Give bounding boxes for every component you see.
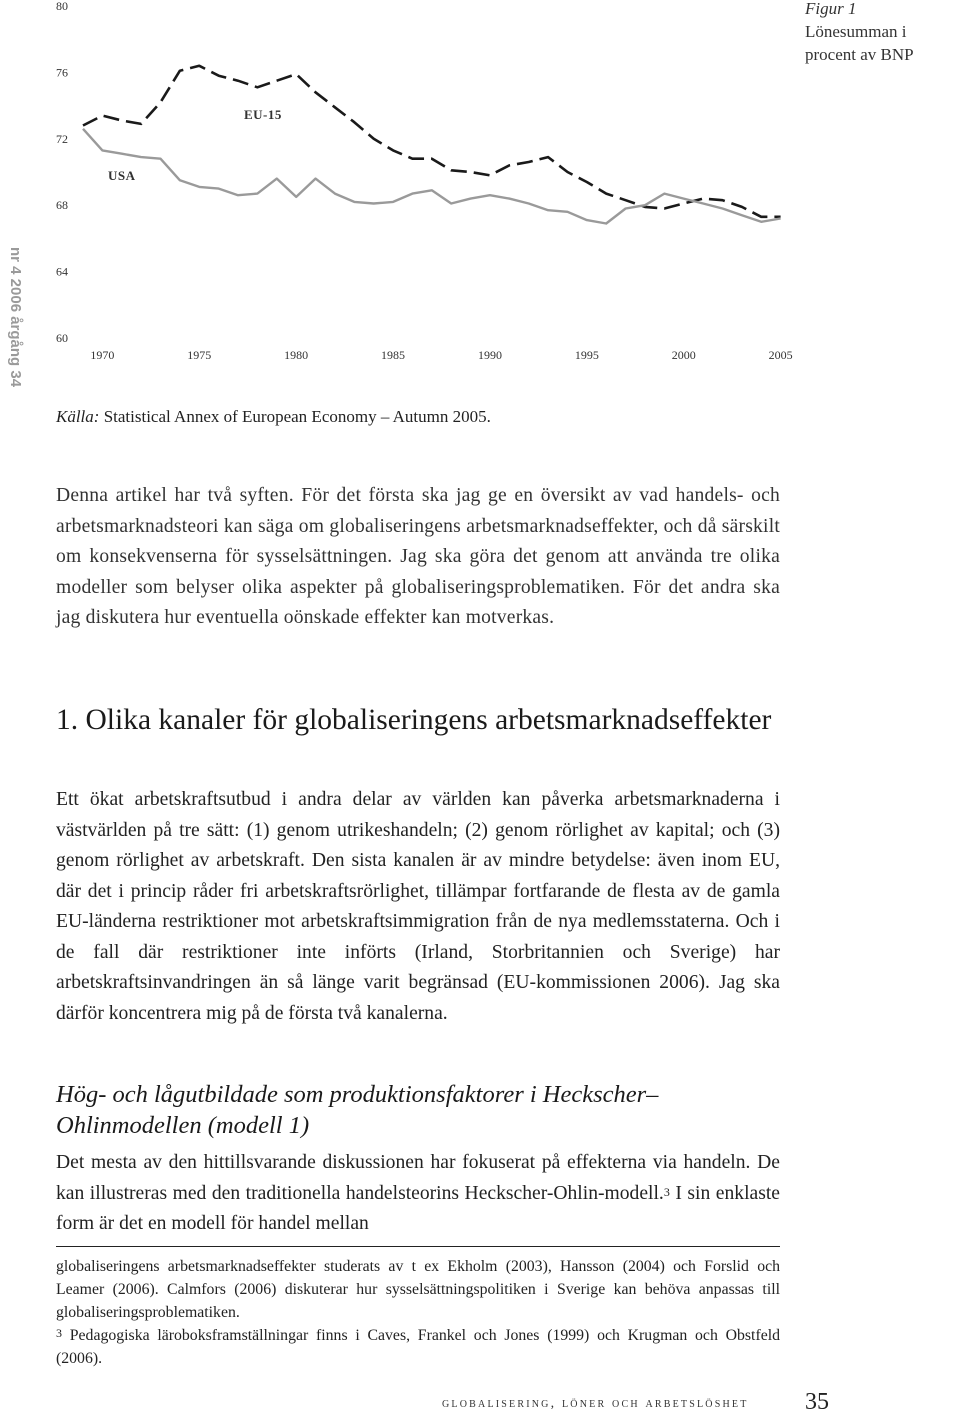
footnote-3	[56, 1324, 780, 1370]
intro-paragraph: Denna artikel har två syften. För det första ska jag ge en översikt av vad handels- och arbetsmarknadsteori kan säga om globaliseringens arbetsmarknadseffekter, och då särskilt om konsekvenserna för sysselsättningen. Jag ska göra det genom att använda tre olika modeller som belyser olika aspekter på globaliseringsproblematiken. För det andra ska jag diskutera hur eventuella oönskade effekter kan motverkas.	[56, 485, 780, 628]
y-tick-label: 64	[56, 264, 68, 279]
x-tick-label: 1975	[187, 348, 212, 362]
figure-caption	[805, 0, 955, 66]
series-line-eu15	[83, 66, 781, 217]
section-2-text-before: Det mesta av den hittillsvarande diskussionen har fokuserat på effekterna via handeln. De kan illustreras med den traditionella handelsteorins Heckscher-Ohlin-modell.	[56, 1152, 780, 1204]
x-tick-label: 1995	[574, 348, 599, 362]
x-axis-ticks	[90, 348, 792, 362]
footnote-divider	[56, 1246, 780, 1247]
chart-series	[83, 66, 781, 224]
journal-issue-label: nr 4 2006 årgång 34	[7, 247, 24, 388]
running-footer: globalisering, löner och arbetslöshet	[442, 1396, 749, 1411]
section-2-heading: Hög- och lågutbildade som produktionsfaktorer i Heckscher–Ohlinmodellen (modell 1)	[56, 1081, 659, 1139]
x-tick-label: 1970	[90, 348, 115, 362]
x-tick-label: 1985	[381, 348, 406, 362]
footnote-3-ref: 3	[663, 1184, 670, 1199]
section-2-paragraph	[56, 1148, 780, 1240]
series-label-eu15: EU-15	[244, 107, 282, 122]
section-1-paragraph: Ett ökat arbetskraftsutbud i andra delar av världen kan påverka arbetsmarknaderna i västvärlden på tre sätt: (1) genom utrikeshandeln; (2) genom rörlighet av kapital; och (3) genom rörlighet av arbetskraft. Den sista kanalen är av mindre betydelse: även inom EU, där det i princip råder fri arbetskraftsrörlighet, tillämpar fortfarande de flesta av de gamla EU-länderna restriktioner mot arbetskraftsimmigration från de nya medlemsstaterna. Och i de fall där restriktioner inte införts (Irland, Storbritannien och Sverige) har arbetskraftsinvandringen än så länge varit begränsad (EU-kommissionen 2006). Jag ska därför koncentrera mig på de första två kanalerna.	[56, 789, 780, 1024]
section-1-heading: 1. Olika kanaler för globaliseringens arbetsmarknadseffekter	[56, 704, 772, 736]
x-tick-label: 2000	[671, 348, 696, 362]
series-line-usa	[83, 129, 781, 224]
footnote-3-text: Pedagogiska läroboksframställningar finns i Caves, Frankel och Jones (1999) och Krugman och Obstfeld (2006).	[56, 1327, 780, 1367]
source-label: Källa:	[56, 407, 100, 426]
figure-number: Figur 1	[805, 0, 857, 18]
x-tick-label: 1990	[477, 348, 502, 362]
x-tick-label: 2005	[768, 348, 793, 362]
figure-title: Lönesumman i procent av BNP	[805, 22, 914, 64]
series-label-usa: USA	[108, 168, 136, 183]
section-2-text-after: I sin enklaste form är det en modell för handel mellan	[56, 1182, 780, 1234]
chart-source	[56, 407, 491, 427]
page-number: 35	[805, 1389, 829, 1415]
y-tick-label: 76	[56, 65, 68, 80]
y-axis-ticks	[56, 0, 68, 345]
source-text: Statistical Annex of European Economy – Autumn 2005.	[99, 407, 491, 426]
y-tick-label: 72	[56, 131, 68, 146]
y-tick-label: 68	[56, 198, 68, 213]
footnote-continued: globaliseringens arbetsmarknadseffekter studerats av t ex Ekholm (2003), Hansson (2004) och Forslid och Leamer (2006). Calmfors (2006) diskuterar hur sysselsättningspolitiken i Sverige kan behöva anpassas till globaliseringsproblematiken.	[56, 1258, 780, 1321]
wage-share-chart	[0, 0, 800, 372]
y-tick-label: 80	[56, 0, 68, 13]
y-tick-label: 60	[56, 331, 68, 345]
footnote-3-mark: 3	[56, 1326, 62, 1340]
x-tick-label: 1980	[284, 348, 309, 362]
